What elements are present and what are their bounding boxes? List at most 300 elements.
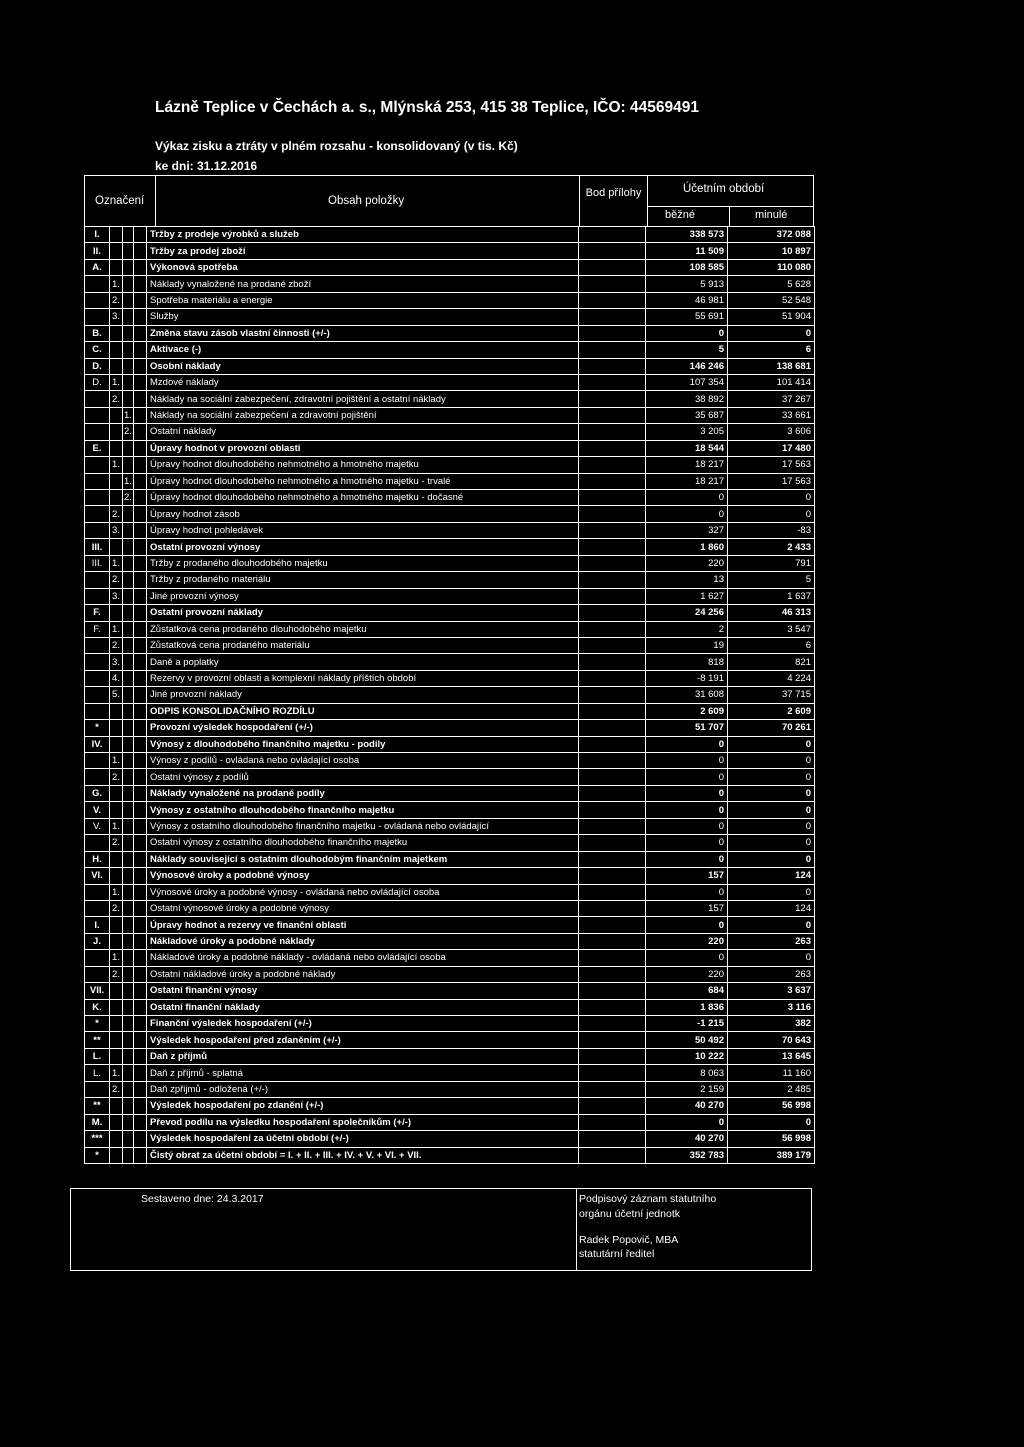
row-spacer: [134, 309, 147, 325]
col-current: běžné: [665, 209, 695, 221]
table-row: [85, 391, 815, 407]
row-previous-value: 17 480: [728, 440, 815, 456]
table-row: [85, 637, 815, 653]
row-label: Úpravy hodnot a rezervy ve finanční oblasti: [147, 917, 579, 933]
row-previous-value: 56 998: [728, 1131, 815, 1147]
row-note: [579, 227, 646, 243]
table-row: [85, 227, 815, 243]
row-previous-value: 263: [728, 966, 815, 982]
row-sub-number: [110, 440, 123, 456]
table-row: [85, 457, 815, 473]
income-statement-table: [84, 226, 815, 1164]
row-spacer: [134, 424, 147, 440]
row-current-value: 0: [646, 835, 728, 851]
row-designation: M.: [85, 1114, 110, 1130]
signature-label-2: orgánu účetní jednotk: [579, 1208, 680, 1220]
row-spacer: [134, 325, 147, 341]
row-designation: [85, 309, 110, 325]
row-designation: VI.: [85, 868, 110, 884]
row-previous-value: 124: [728, 900, 815, 916]
table-row: [85, 835, 815, 851]
row-note: [579, 1114, 646, 1130]
row-current-value: 5 913: [646, 276, 728, 292]
row-current-value: 684: [646, 983, 728, 999]
row-previous-value: 138 681: [728, 358, 815, 374]
row-label: Provozní výsledek hospodaření (+/-): [147, 720, 579, 736]
row-note: [579, 407, 646, 423]
row-spacer: [134, 227, 147, 243]
row-spacer: [134, 753, 147, 769]
table-row: [85, 736, 815, 752]
row-sub-number: [110, 227, 123, 243]
row-subsub-number: 1.: [123, 473, 134, 489]
row-label: Úpravy hodnot dlouhodobého nehmotného a hmotného majetku - trvalé: [147, 473, 579, 489]
table-row: [85, 687, 815, 703]
row-spacer: [134, 933, 147, 949]
row-subsub-number: [123, 983, 134, 999]
header-divider: [155, 176, 156, 226]
row-spacer: [134, 835, 147, 851]
row-designation: [85, 391, 110, 407]
table-row: [85, 490, 815, 506]
row-current-value: 24 256: [646, 605, 728, 621]
row-designation: **: [85, 1098, 110, 1114]
row-spacer: [134, 1065, 147, 1081]
row-previous-value: 0: [728, 325, 815, 341]
table-row: [85, 884, 815, 900]
row-spacer: [134, 1081, 147, 1097]
row-sub-number: [110, 358, 123, 374]
row-label: Ostatní provozní výnosy: [147, 539, 579, 555]
row-note: [579, 851, 646, 867]
row-label: Finanční výsledek hospodaření (+/-): [147, 1016, 579, 1032]
row-sub-number: [110, 917, 123, 933]
row-note: [579, 539, 646, 555]
row-label: Úpravy hodnot dlouhodobého nehmotného a hmotného majetku: [147, 457, 579, 473]
row-label: Tržby za prodej zboží: [147, 243, 579, 259]
row-designation: ***: [85, 1131, 110, 1147]
table-row: [85, 621, 815, 637]
row-label: Náklady vynaložené na prodané podíly: [147, 785, 579, 801]
row-note: [579, 1147, 646, 1163]
row-label: Úpravy hodnot dlouhodobého nehmotného a hmotného majetku - dočasné: [147, 490, 579, 506]
table-row: [85, 325, 815, 341]
row-note: [579, 342, 646, 358]
table-row: [85, 407, 815, 423]
table-row: [85, 900, 815, 916]
row-subsub-number: [123, 391, 134, 407]
header-divider: [579, 176, 580, 226]
row-subsub-number: [123, 243, 134, 259]
row-previous-value: 6: [728, 342, 815, 358]
row-subsub-number: [123, 342, 134, 358]
header-divider: [647, 206, 813, 207]
report-title: Výkaz zisku a ztráty v plném rozsahu - konsolidovaný (v tis. Kč): [155, 139, 518, 153]
row-current-value: 220: [646, 555, 728, 571]
table-row: [85, 753, 815, 769]
row-designation: V.: [85, 802, 110, 818]
row-sub-number: 1.: [110, 818, 123, 834]
row-subsub-number: 1.: [123, 407, 134, 423]
row-label: Náklady na sociální zabezpečení, zdravotní pojištění a ostatní náklady: [147, 391, 579, 407]
row-previous-value: 4 224: [728, 670, 815, 686]
row-designation: L.: [85, 1048, 110, 1064]
row-previous-value: 0: [728, 818, 815, 834]
signatory-role: statutární ředitel: [579, 1248, 655, 1260]
row-designation: [85, 490, 110, 506]
row-sub-number: 1.: [110, 555, 123, 571]
table-row: [85, 818, 815, 834]
row-designation: D.: [85, 358, 110, 374]
row-sub-number: 2.: [110, 900, 123, 916]
row-spacer: [134, 736, 147, 752]
row-spacer: [134, 818, 147, 834]
row-sub-number: 1.: [110, 621, 123, 637]
row-label: Jiné provozní náklady: [147, 687, 579, 703]
row-current-value: 55 691: [646, 309, 728, 325]
row-label: Osobní náklady: [147, 358, 579, 374]
row-designation: A.: [85, 259, 110, 275]
table-row: [85, 243, 815, 259]
row-label: Výsledek hospodaření před zdaněním (+/-): [147, 1032, 579, 1048]
row-current-value: -1 215: [646, 1016, 728, 1032]
row-note: [579, 1032, 646, 1048]
row-current-value: 3 205: [646, 424, 728, 440]
row-previous-value: 51 904: [728, 309, 815, 325]
row-previous-value: 70 261: [728, 720, 815, 736]
row-spacer: [134, 259, 147, 275]
row-subsub-number: [123, 933, 134, 949]
row-spacer: [134, 555, 147, 571]
row-spacer: [134, 457, 147, 473]
row-note: [579, 868, 646, 884]
table-row: [85, 1081, 815, 1097]
row-designation: III.: [85, 539, 110, 555]
row-spacer: [134, 276, 147, 292]
row-note: [579, 670, 646, 686]
row-current-value: 0: [646, 736, 728, 752]
row-designation: E.: [85, 440, 110, 456]
row-sub-number: 2.: [110, 506, 123, 522]
row-current-value: 327: [646, 522, 728, 538]
row-subsub-number: [123, 1131, 134, 1147]
row-subsub-number: [123, 325, 134, 341]
row-sub-number: [110, 473, 123, 489]
row-note: [579, 687, 646, 703]
row-designation: B.: [85, 325, 110, 341]
row-spacer: [134, 391, 147, 407]
row-designation: [85, 473, 110, 489]
table-row: [85, 868, 815, 884]
row-subsub-number: [123, 917, 134, 933]
row-sub-number: [110, 933, 123, 949]
row-current-value: 40 270: [646, 1098, 728, 1114]
signature-divider: [576, 1189, 577, 1270]
row-previous-value: 56 998: [728, 1098, 815, 1114]
table-row: [85, 424, 815, 440]
table-row: [85, 1032, 815, 1048]
row-previous-value: 0: [728, 736, 815, 752]
company-title: Lázně Teplice v Čechách a. s., Mlýnská 253, 415 38 Teplice, IČO: 44569491: [155, 99, 699, 116]
row-spacer: [134, 851, 147, 867]
row-sub-number: [110, 1098, 123, 1114]
row-spacer: [134, 802, 147, 818]
row-note: [579, 1016, 646, 1032]
row-label: Ostatní výnosové úroky a podobné výnosy: [147, 900, 579, 916]
row-sub-number: [110, 1147, 123, 1163]
row-label: ODPIS KONSOLIDAČNÍHO ROZDÍLU: [147, 703, 579, 719]
row-current-value: 38 892: [646, 391, 728, 407]
row-current-value: 0: [646, 818, 728, 834]
row-subsub-number: [123, 868, 134, 884]
row-label: Ostatní náklady: [147, 424, 579, 440]
row-label: Výnosy z podílů - ovládaná nebo ovládající osoba: [147, 753, 579, 769]
row-previous-value: 263: [728, 933, 815, 949]
row-designation: V.: [85, 818, 110, 834]
row-designation: [85, 424, 110, 440]
row-designation: F.: [85, 621, 110, 637]
row-spacer: [134, 572, 147, 588]
row-current-value: 0: [646, 851, 728, 867]
row-label: Mzdové náklady: [147, 374, 579, 390]
row-subsub-number: [123, 835, 134, 851]
row-note: [579, 654, 646, 670]
row-designation: H.: [85, 851, 110, 867]
row-designation: [85, 506, 110, 522]
row-designation: *: [85, 720, 110, 736]
row-label: Výsledek hospodaření za účetní období (+/-): [147, 1131, 579, 1147]
row-sub-number: 5.: [110, 687, 123, 703]
row-note: [579, 966, 646, 982]
row-subsub-number: [123, 457, 134, 473]
row-designation: **: [85, 1032, 110, 1048]
row-previous-value: 3 606: [728, 424, 815, 440]
row-previous-value: 70 643: [728, 1032, 815, 1048]
row-note: [579, 818, 646, 834]
table-row: [85, 539, 815, 555]
row-designation: [85, 835, 110, 851]
row-label: Zůstatková cena prodaného dlouhodobého majetku: [147, 621, 579, 637]
row-designation: L.: [85, 1065, 110, 1081]
row-sub-number: [110, 1131, 123, 1147]
row-current-value: 2 159: [646, 1081, 728, 1097]
row-current-value: 18 544: [646, 440, 728, 456]
table-row: [85, 440, 815, 456]
col-note: Bod přílohy: [585, 187, 642, 199]
row-spacer: [134, 588, 147, 604]
row-sub-number: [110, 868, 123, 884]
row-current-value: 2 609: [646, 703, 728, 719]
row-subsub-number: [123, 900, 134, 916]
row-note: [579, 424, 646, 440]
row-designation: J.: [85, 933, 110, 949]
row-note: [579, 292, 646, 308]
row-subsub-number: [123, 605, 134, 621]
row-spacer: [134, 440, 147, 456]
row-current-value: 1 836: [646, 999, 728, 1015]
row-previous-value: 2 609: [728, 703, 815, 719]
row-label: Čistý obrat za účetní období = I. + II. + III. + IV. + V. + VI. + VII.: [147, 1147, 579, 1163]
row-previous-value: 17 563: [728, 457, 815, 473]
row-label: Výnosové úroky a podobné výnosy: [147, 868, 579, 884]
table-header: [84, 175, 814, 227]
row-spacer: [134, 621, 147, 637]
table-row: [85, 1048, 815, 1064]
row-designation: IV.: [85, 736, 110, 752]
row-subsub-number: [123, 358, 134, 374]
row-previous-value: 5: [728, 572, 815, 588]
row-subsub-number: [123, 851, 134, 867]
row-label: Daně a poplatky: [147, 654, 579, 670]
row-sub-number: 1.: [110, 950, 123, 966]
row-subsub-number: [123, 1114, 134, 1130]
row-designation: F.: [85, 605, 110, 621]
row-current-value: 19: [646, 637, 728, 653]
row-spacer: [134, 473, 147, 489]
table-row: [85, 933, 815, 949]
row-label: Výkonová spotřeba: [147, 259, 579, 275]
row-label: Výsledek hospodaření po zdanění (+/-): [147, 1098, 579, 1114]
row-label: Náklady na sociální zabezpečení a zdravotní pojištění: [147, 407, 579, 423]
row-spacer: [134, 1147, 147, 1163]
row-subsub-number: [123, 292, 134, 308]
row-spacer: [134, 243, 147, 259]
table-row: [85, 851, 815, 867]
table-row: [85, 276, 815, 292]
row-spacer: [134, 374, 147, 390]
row-spacer: [134, 506, 147, 522]
col-previous: minulé: [755, 209, 788, 221]
table-row: [85, 1016, 815, 1032]
row-designation: [85, 588, 110, 604]
row-previous-value: 11 160: [728, 1065, 815, 1081]
table-row: [85, 374, 815, 390]
row-note: [579, 950, 646, 966]
row-sub-number: [110, 259, 123, 275]
row-previous-value: 791: [728, 555, 815, 571]
row-previous-value: 0: [728, 506, 815, 522]
row-spacer: [134, 785, 147, 801]
row-spacer: [134, 769, 147, 785]
table-row: [85, 588, 815, 604]
row-subsub-number: 2.: [123, 424, 134, 440]
row-sub-number: 3.: [110, 654, 123, 670]
row-designation: [85, 276, 110, 292]
signature-box: [70, 1188, 812, 1271]
row-previous-value: 2 433: [728, 539, 815, 555]
row-spacer: [134, 720, 147, 736]
row-spacer: [134, 637, 147, 653]
row-note: [579, 637, 646, 653]
row-label: Nákladové úroky a podobné náklady: [147, 933, 579, 949]
row-label: Spotřeba materiálu a energie: [147, 292, 579, 308]
table-row: [85, 506, 815, 522]
row-spacer: [134, 983, 147, 999]
row-subsub-number: [123, 588, 134, 604]
row-label: Služby: [147, 309, 579, 325]
row-sub-number: 1.: [110, 374, 123, 390]
row-designation: [85, 753, 110, 769]
table-row: [85, 259, 815, 275]
row-subsub-number: [123, 670, 134, 686]
row-designation: II.: [85, 243, 110, 259]
row-label: Ostatní výnosy z podílů: [147, 769, 579, 785]
row-designation: [85, 654, 110, 670]
row-label: Výnosy z ostatního dlouhodobého finančního majetku - ovládaná nebo ovládající: [147, 818, 579, 834]
row-note: [579, 309, 646, 325]
row-sub-number: [110, 802, 123, 818]
row-designation: *: [85, 1016, 110, 1032]
table-row: [85, 983, 815, 999]
row-subsub-number: [123, 555, 134, 571]
row-designation: [85, 637, 110, 653]
row-spacer: [134, 407, 147, 423]
row-designation: [85, 522, 110, 538]
row-current-value: 18 217: [646, 473, 728, 489]
row-previous-value: 37 267: [728, 391, 815, 407]
row-current-value: 51 707: [646, 720, 728, 736]
row-label: Aktivace (-): [147, 342, 579, 358]
row-note: [579, 983, 646, 999]
row-previous-value: 33 661: [728, 407, 815, 423]
row-spacer: [134, 950, 147, 966]
row-spacer: [134, 868, 147, 884]
row-previous-value: 110 080: [728, 259, 815, 275]
row-current-value: 0: [646, 917, 728, 933]
row-subsub-number: [123, 654, 134, 670]
row-sub-number: [110, 1016, 123, 1032]
row-sub-number: [110, 999, 123, 1015]
row-current-value: 0: [646, 325, 728, 341]
row-spacer: [134, 900, 147, 916]
row-spacer: [134, 1131, 147, 1147]
table-row: [85, 1114, 815, 1130]
row-sub-number: [110, 605, 123, 621]
row-sub-number: [110, 736, 123, 752]
row-designation: I.: [85, 227, 110, 243]
prepared-date: Sestaveno dne: 24.3.2017: [141, 1193, 264, 1205]
table-row: [85, 720, 815, 736]
row-subsub-number: [123, 227, 134, 243]
row-designation: [85, 703, 110, 719]
row-current-value: 338 573: [646, 227, 728, 243]
row-subsub-number: [123, 1032, 134, 1048]
row-previous-value: 389 179: [728, 1147, 815, 1163]
row-label: Daň z příjmů: [147, 1048, 579, 1064]
row-previous-value: 0: [728, 950, 815, 966]
row-current-value: 0: [646, 950, 728, 966]
table-row: [85, 703, 815, 719]
row-label: Tržby z prodeje výrobků a služeb: [147, 227, 579, 243]
row-sub-number: [110, 785, 123, 801]
row-sub-number: 3.: [110, 588, 123, 604]
row-current-value: 46 981: [646, 292, 728, 308]
row-note: [579, 835, 646, 851]
row-previous-value: 0: [728, 1114, 815, 1130]
row-note: [579, 522, 646, 538]
row-note: [579, 753, 646, 769]
row-note: [579, 736, 646, 752]
row-previous-value: 0: [728, 917, 815, 933]
row-previous-value: 0: [728, 785, 815, 801]
row-subsub-number: [123, 572, 134, 588]
row-designation: [85, 900, 110, 916]
row-note: [579, 720, 646, 736]
row-previous-value: 3 547: [728, 621, 815, 637]
row-designation: [85, 884, 110, 900]
row-previous-value: 13 645: [728, 1048, 815, 1064]
row-current-value: 50 492: [646, 1032, 728, 1048]
